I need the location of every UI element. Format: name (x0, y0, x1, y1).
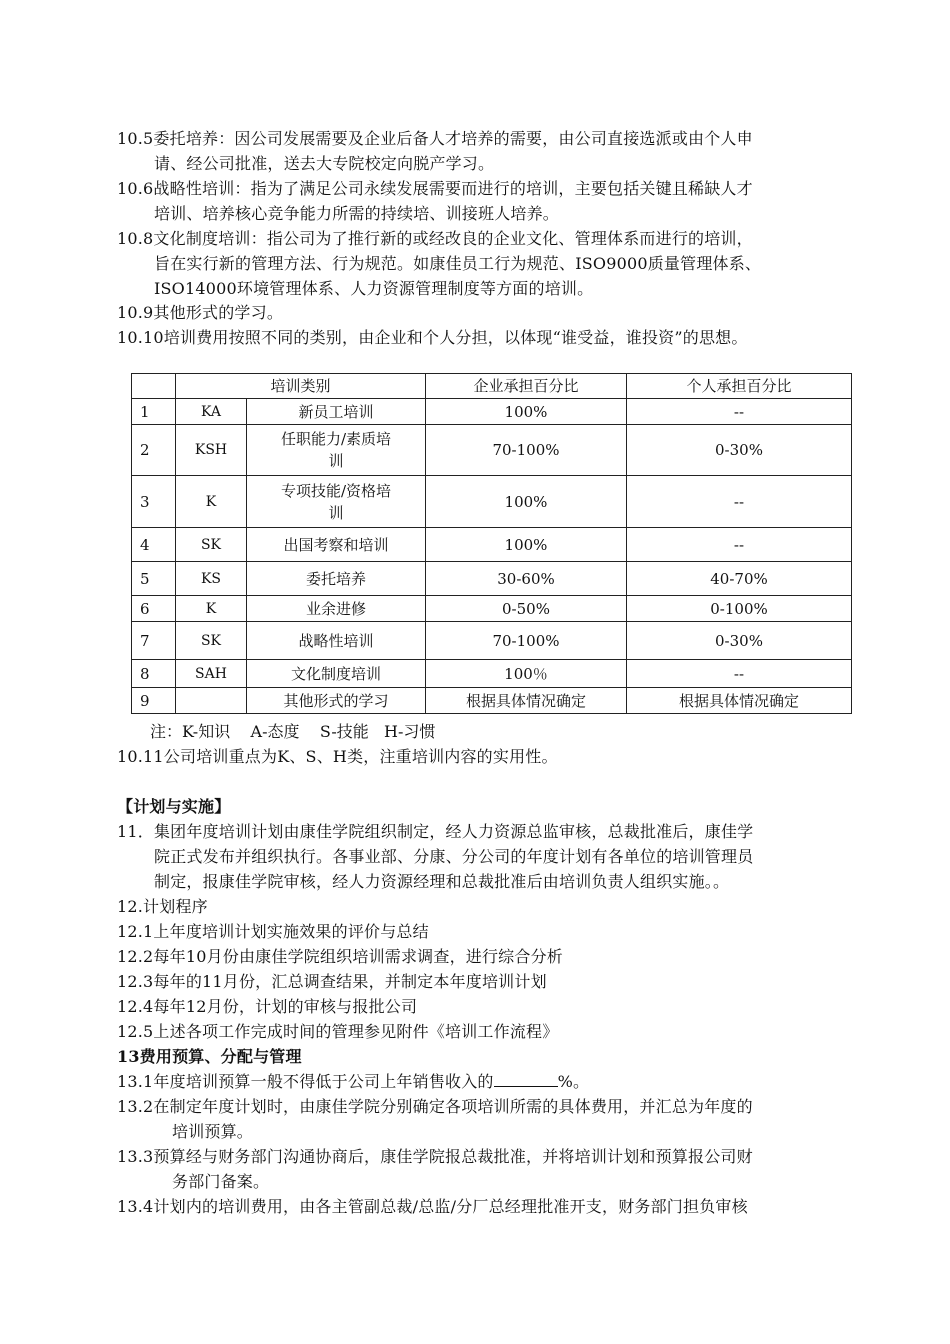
paragraph-13-2: 13.2在制定年度计划时，由康佳学院分别确定各项培训所需的具体费用，并汇总为年度的 培训预算。 (117, 1097, 753, 1141)
paragraph-10-9: 10.9其他形式的学习。 (117, 303, 284, 322)
section-heading-budget: 13费用预算、分配与管理 (117, 1047, 302, 1066)
blank-fill-line (494, 1069, 558, 1087)
table-row: 4 SK 出国考察和培训 100% -- (132, 528, 852, 562)
section-heading-plan: 【计划与实施】 (117, 797, 231, 816)
paragraph-13-3: 13.3预算经与财务部门沟通协商后，康佳学院报总裁批准，并将培训计划和预算报公司财 务部门备案。 (117, 1147, 753, 1191)
paragraph-13-1: 13.1年度培训预算一般不得低于公司上年销售收入的 %。 (117, 1069, 885, 1094)
table-row: 3 K 专项技能/资格培 训 100% -- (132, 476, 852, 528)
table-note: 注：K-知识 A-态度 S-技能 H-习惯 (150, 722, 436, 741)
table-header-row (132, 374, 852, 399)
paragraph-12-1: 12.1上年度培训计划实施效果的评价与总结 (117, 922, 429, 941)
paragraph-12-3: 12.3每年的11月份，汇总调查结果，并制定本年度培训计划 (117, 972, 547, 991)
paragraph-10-6: 10.6战略性培训：指为了满足公司永续发展需要而进行的培训，主要包括关键且稀缺人才 培训、培养核心竞争能力所需的持续培、训接班人培养。 (117, 179, 753, 223)
paragraph-10-5: 10.5委托培养：因公司发展需要及企业后备人才培养的需要，由公司直接选派或由个人申 请、经公司批准，送去大专院校定向脱产学习。 (117, 129, 753, 173)
header-category: 培训类别 (176, 374, 426, 399)
paragraph-13-4: 13.4计划内的培训费用，由各主管副总裁/总监/分厂总经理批准开支，财务部门担负审核 (117, 1197, 748, 1216)
paragraph-12-2: 12.2每年10月份由康佳学院组织培训需求调查，进行综合分析 (117, 947, 563, 966)
table-row: 6 K 业余进修 0-50% 0-100% (132, 596, 852, 622)
header-personal: 个人承担百分比 (627, 374, 852, 399)
table-row: 2 KSH 任职能力/素质培 训 70-100% 0-30% (132, 425, 852, 476)
table-row: 9 其他形式的学习 根据具体情况确定 根据具体情况确定 (132, 688, 852, 714)
training-cost-table (131, 373, 852, 714)
table-row: 7 SK 战略性培训 70-100% 0-30% (132, 622, 852, 660)
paragraph-12-4: 12.4每年12月份，计划的审核与报批公司 (117, 997, 418, 1016)
paragraph-12: 12.计划程序 (117, 897, 208, 916)
header-enterprise: 企业承担百分比 (426, 374, 627, 399)
paragraph-10-8: 10.8文化制度培训：指公司为了推行新的或经改良的企业文化、管理体系而进行的培训， 旨在实行新的管理方法、行为规范。如康佳员工行为规范、ISO9000质量管理体系、 ISO14000环境管理体系、人力资源管理制度等方面的培训。 (117, 229, 762, 298)
paragraph-10-11: 10.11公司培训重点为K、S、H类，注重培训内容的实用性。 (117, 747, 558, 766)
table-row: 8 SAH 文化制度培训 100％ -- (132, 660, 852, 688)
paragraph-11: 11．集团年度培训计划由康佳学院组织制定，经人力资源总监审核，总裁批准后，康佳学 院正式发布并组织执行。各事业部、分康、分公司的年度计划有各单位的培训管理员 制定，报康佳学院审核，经人力资源经理和总裁批准后由培训负责人组织实施。。 (117, 822, 754, 891)
table-row: 1 KA 新员工培训 100% -- (132, 399, 852, 425)
paragraph-12-5: 12.5上述各项工作完成时间的管理参见附件《培训工作流程》 (117, 1022, 559, 1041)
table-row: 5 KS 委托培养 30-60% 40-70% (132, 562, 852, 596)
paragraph-10-10: 10.10培训费用按照不同的类别，由企业和个人分担，以体现“谁受益，谁投资”的思想。 (117, 328, 748, 347)
